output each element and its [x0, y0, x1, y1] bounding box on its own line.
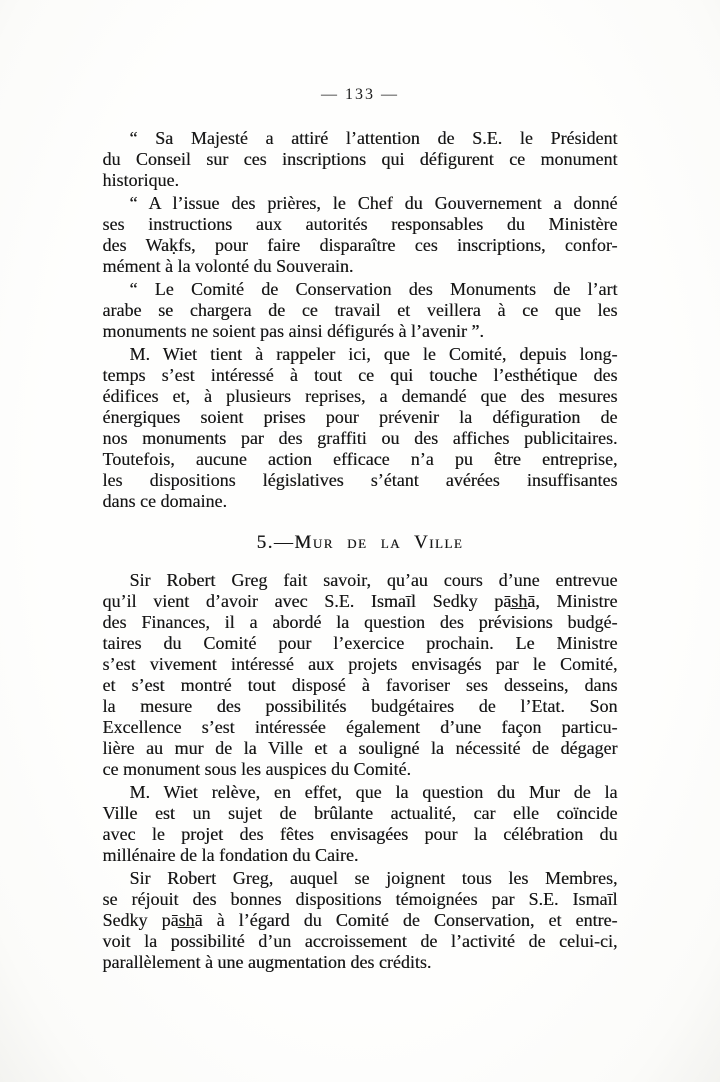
- paragraph: [103, 570, 618, 780]
- text-line: la mesure des possibilités budgétaires de l’Etat. Son: [102, 696, 618, 716]
- text-line: se réjouit des bonnes dispositions témoignées par S.E. Ismaīl: [102, 889, 618, 909]
- text-line: temps s’est intéressé à tout ce qui touche l’esthétique des: [102, 365, 618, 385]
- text-line: Sir Robert Greg fait savoir, qu’au cours d’une entrevue: [129, 570, 618, 590]
- text-line: arabe se chargera de ce travail et veillera à ce que les: [102, 300, 618, 320]
- text-line: des Finances, il a abordé la question des prévisions budgé-: [102, 612, 618, 632]
- text-line: nos monuments par des graffiti ou des affiches publicitaires.: [102, 428, 618, 448]
- text-block: [103, 128, 618, 973]
- page-number: — 133 —: [321, 86, 399, 103]
- text-line: avec le projet des fêtes envisagées pour la célébration du: [102, 824, 618, 844]
- text-line: ses instructions aux autorités responsables du Ministère: [102, 214, 618, 234]
- text-line: édifices et, à plusieurs reprises, a demandé que des mesures: [102, 386, 618, 406]
- paragraph: [103, 868, 618, 973]
- text-line: Sedky pās̲h̲ā à l’égard du Comité de Conservation, et entre-: [102, 910, 618, 930]
- paragraph: [103, 782, 618, 866]
- text-line: Toutefois, aucune action efficace n’a pu être entreprise,: [102, 449, 618, 469]
- text-line: lière au mur de la Ville et a souligné la nécessité de dégager: [102, 738, 618, 758]
- text-line: “ Le Comité de Conservation des Monuments de l’art: [129, 279, 618, 299]
- text-line: Sir Robert Greg, auquel se joignent tous les Membres,: [129, 868, 618, 888]
- text-line: énergiques soient prises pour prévenir la défiguration de: [102, 407, 618, 427]
- text-line: dans ce domaine.: [102, 491, 227, 511]
- paragraph: [103, 344, 618, 512]
- text-line: Excellence s’est intéressée également d’une façon particu-: [102, 717, 618, 737]
- text-line: taires du Comité pour l’exercice prochain. Le Ministre: [102, 633, 618, 653]
- text-line: historique.: [102, 170, 179, 190]
- text-line: des Waḳfs, pour faire disparaître ces inscriptions, confor-: [102, 235, 618, 255]
- text-line: du Conseil sur ces inscriptions qui défigurent ce monument: [102, 149, 618, 169]
- paragraph: [103, 128, 618, 191]
- paragraph: [103, 193, 618, 277]
- section-heading: 5.—Mur de la Ville: [256, 532, 464, 553]
- text-line: s’est vivement intéressé aux projets envisagés par le Comité,: [102, 654, 618, 674]
- text-line: M. Wiet relève, en effet, que la question du Mur de la: [129, 782, 618, 802]
- text-line: M. Wiet tient à rappeler ici, que le Comité, depuis long-: [129, 344, 618, 364]
- text-line: monuments ne soient pas ainsi défigurés à l’avenir ”.: [102, 321, 484, 341]
- text-line: les dispositions législatives s’étant avérées insuffisantes: [102, 470, 618, 490]
- text-line: qu’il vient d’avoir avec S.E. Ismaīl Sedky pās̲h̲ā, Ministre: [102, 591, 618, 611]
- text-line: ce monument sous les auspices du Comité.: [102, 759, 411, 779]
- text-line: parallèlement à une augmentation des crédits.: [102, 952, 432, 972]
- text-line: “ Sa Majesté a attiré l’attention de S.E. le Président: [129, 128, 618, 148]
- paragraph: [103, 279, 618, 342]
- text-line: mément à la volonté du Souverain.: [102, 256, 354, 276]
- text-line: “ A l’issue des prières, le Chef du Gouvernement a donné: [129, 193, 618, 213]
- text-line: voit la possibilité d’un accroissement de l’activité de celui-ci,: [102, 931, 618, 951]
- text-line: millénaire de la fondation du Caire.: [102, 845, 359, 865]
- text-line: et s’est montré tout disposé à favoriser ses desseins, dans: [102, 675, 618, 695]
- text-line: Ville est un sujet de brûlante actualité, car elle coïncide: [102, 803, 618, 823]
